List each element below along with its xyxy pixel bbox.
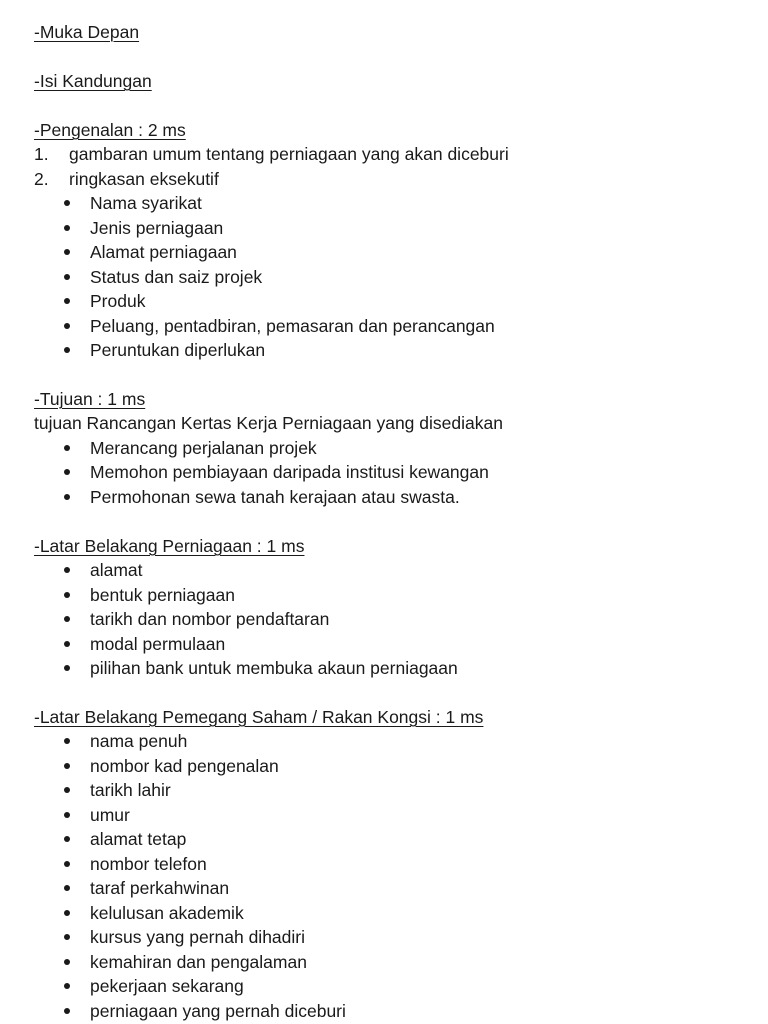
bullet-icon (64, 200, 70, 206)
bullet-icon (64, 616, 70, 622)
numbered-item: ringkasan eksekutif (69, 169, 219, 189)
bullet-icon (64, 298, 70, 304)
list-item: nombor telefon (90, 854, 207, 874)
numbered-item: gambaran umum tentang perniagaan yang akan diceburi (69, 144, 509, 164)
bullet-icon (64, 347, 70, 353)
bullet-icon (64, 592, 70, 598)
bullet-icon (64, 323, 70, 329)
list-item: Jenis perniagaan (90, 218, 224, 238)
bullet-icon (64, 249, 70, 255)
bullet-icon (64, 567, 70, 573)
list-item: Status dan saiz projek (90, 267, 263, 287)
bullet-icon (64, 738, 70, 744)
list-item: umur (90, 805, 130, 825)
list-item: Memohon pembiayaan daripada institusi kewangan (90, 462, 489, 482)
list-item: Alamat perniagaan (90, 242, 237, 262)
bullet-icon (64, 274, 70, 280)
bullet-icon (64, 861, 70, 867)
bullet-icon (64, 494, 70, 500)
numbered-marker: 1. (34, 144, 49, 164)
numbered-marker: 2. (34, 169, 49, 189)
list-item: alamat (90, 560, 143, 580)
section-heading-muka-depan: -Muka Depan (34, 22, 140, 42)
list-item: bentuk perniagaan (90, 585, 235, 605)
list-item: Peluang, pentadbiran, pemasaran dan perancangan (90, 316, 495, 336)
list-item: kelulusan akademik (90, 903, 244, 923)
list-item: nama penuh (90, 731, 188, 751)
list-item: Produk (90, 291, 146, 311)
section-intro: tujuan Rancangan Kertas Kerja Perniagaan yang disediakan (34, 413, 503, 433)
list-item: pekerjaan sekarang (90, 976, 244, 996)
section-heading-latar-belakang-perniagaan: -Latar Belakang Perniagaan : 1 ms (34, 536, 305, 556)
bullet-icon (64, 225, 70, 231)
section-heading-tujuan: -Tujuan : 1 ms (34, 389, 146, 409)
bullet-icon (64, 1008, 70, 1014)
bullet-icon (64, 763, 70, 769)
section-heading-latar-belakang-pemegang-saham: -Latar Belakang Pemegang Saham / Rakan Kongsi : 1 ms (34, 707, 484, 727)
bullet-icon (64, 910, 70, 916)
list-item: alamat tetap (90, 829, 187, 849)
list-item: modal permulaan (90, 634, 226, 654)
list-item: pilihan bank untuk membuka akaun perniagaan (90, 658, 458, 678)
section-heading-isi-kandungan: -Isi Kandungan (34, 71, 152, 91)
bullet-icon (64, 787, 70, 793)
list-item: tarikh lahir (90, 780, 171, 800)
bullet-icon (64, 885, 70, 891)
list-item: Peruntukan diperlukan (90, 340, 266, 360)
bullet-icon (64, 445, 70, 451)
list-item: Nama syarikat (90, 193, 202, 213)
list-item: perniagaan yang pernah diceburi (90, 1001, 346, 1021)
bullet-icon (64, 934, 70, 940)
list-item: Merancang perjalanan projek (90, 438, 317, 458)
list-item: taraf perkahwinan (90, 878, 230, 898)
list-item: tarikh dan nombor pendaftaran (90, 609, 330, 629)
list-item: nombor kad pengenalan (90, 756, 279, 776)
list-item: kursus yang pernah dihadiri (90, 927, 305, 947)
bullet-icon (64, 836, 70, 842)
bullet-icon (64, 959, 70, 965)
section-heading-pengenalan: -Pengenalan : 2 ms (34, 120, 186, 140)
list-item: Permohonan sewa tanah kerajaan atau swasta. (90, 487, 460, 507)
bullet-icon (64, 983, 70, 989)
list-item: kemahiran dan pengalaman (90, 952, 307, 972)
bullet-icon (64, 665, 70, 671)
bullet-icon (64, 469, 70, 475)
bullet-icon (64, 812, 70, 818)
bullet-icon (64, 641, 70, 647)
